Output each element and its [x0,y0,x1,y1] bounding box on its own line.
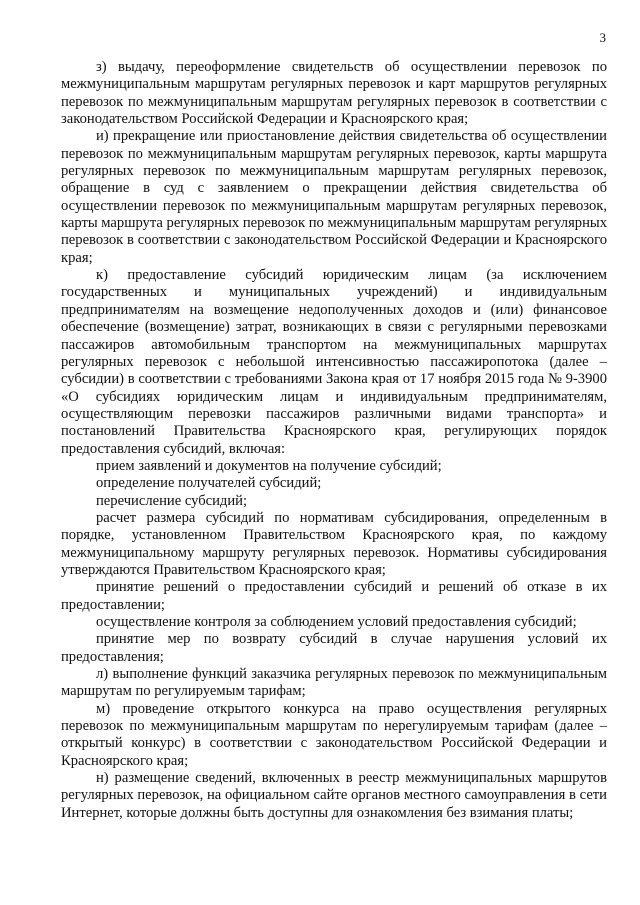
document-body [61,59,607,822]
paragraph-k-item-5: принятие решений о предоставлении субсидий и решений об отказе в их предоставлении; [61,579,607,613]
page-number: 3 [599,30,606,45]
paragraph-k-item-7: принятие мер по возврату субсидий в случае нарушения условий их предоставления; [61,631,607,665]
paragraph-k-item-6: осуществление контроля за соблюдением условий предоставления субсидий; [96,614,577,630]
paragraph-z: з) выдачу, переоформление свидетельств об осуществлении перевозок по межмуниципальным маршрутам регулярных перевозок и карт маршрутов регулярных перевозок по межмуниципальным маршрутам регулярных перевозок в соответствии с законодательством Российской Федерации и Красноярского края; [61,59,607,128]
paragraph-k-item-4: расчет размера субсидий по нормативам субсидирования, определенным в порядке, установленном Правительством Красноярского края, по каждому межмуниципальному маршруту регулярных перевозок. Нормативы субсидирования утверждаются Правительством Красноярского края; [61,509,607,578]
paragraph-n: н) размещение сведений, включенных в реестр межмуниципальных маршрутов регулярных перевозок, на официальном сайте органов местного самоуправления в сети Интернет, которые должны быть доступны для ознакомления без взимания платы; [61,770,607,821]
paragraph-k-item-3: перечисление субсидий; [96,492,248,509]
paragraph-l: л) выполнение функций заказчика регулярных перевозок по межмуниципальным маршрутам по регулируемым тарифам; [61,666,607,700]
paragraph-k: к) предоставление субсидий юридическим лицам (за исключением государственных и муниципальных учреждений) и индивидуальным предпринимателям на возмещение недополученных доходов и (или) финансовое обеспечение (возмещение) затрат, возникающих в связи с регулярными перевозками пассажиров автомобильным транспортом на межмуниципальных маршрутах регулярных перевозок с небольшой интенсивностью пассажиропотока (далее – субсидии) в соответствии с требованиями Закона края от 17 ноября 2015 года № 9-3900 «О субсидиях юридическим лицам и индивидуальным предпринимателям, осуществляющим перевозки пассажиров различными видами транспорта» и постановлений Правительства Красноярского края, регулирующих порядок предоставления субсидий, включая: [61,267,607,457]
paragraph-i: и) прекращение или приостановление действия свидетельства об осуществлении перевозок по межмуниципальным маршрутам регулярных перевозок, карты маршрута регулярных перевозок по межмуниципальным маршрутам регулярных перевозок, обращение в суд с заявлением о прекращении действия свидетельства об осуществлении перевозок по межмуниципальным маршрутам регулярных перевозок, карты маршрута регулярных перевозок по межмуниципальным маршрутам регулярных перевозок в соответствии с законодательством Российской Федерации и Красноярского края; [61,128,607,266]
paragraph-m: м) проведение открытого конкурса на право осуществления регулярных перевозок по межмуниципальным маршрутам по нерегулируемым тарифам (далее – открытый конкурс) в соответствии с законодательством Российской Федерации и Красноярского края; [61,700,607,769]
paragraph-k-item-1: прием заявлений и документов на получение субсидий; [96,457,442,474]
paragraph-k-item-2: определение получателей субсидий; [96,475,322,492]
